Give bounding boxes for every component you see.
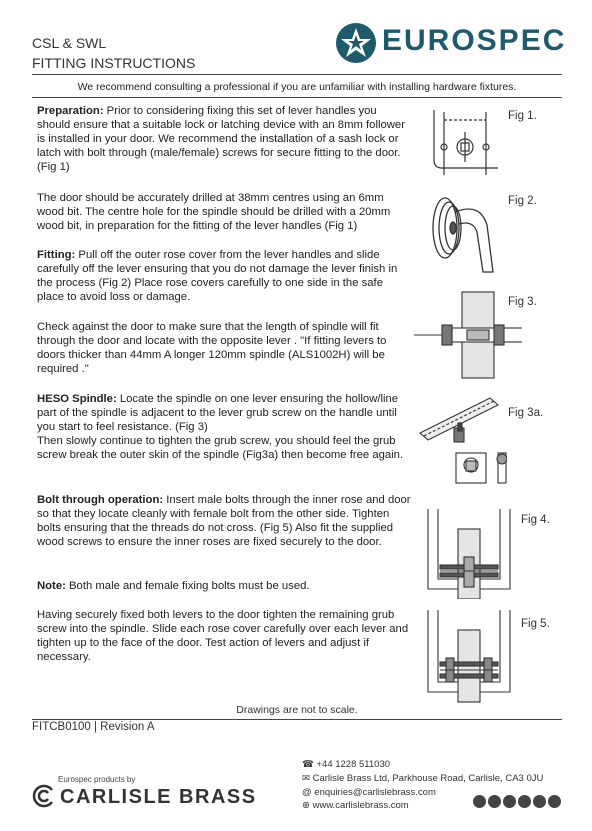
address-icon: ✉ — [302, 773, 310, 784]
carlisle-brass-name: CARLISLE BRASS — [60, 786, 257, 808]
fig5-drawing — [424, 608, 514, 703]
bolt-paragraph — [37, 493, 412, 549]
fitting-text: Pull off the outer rose cover from the lever handles and slide carefully off the lever ensuring that you do not damage the lever finish in the process (Fig 2) Place rose covers carefully to one side in the safe place to avoid loss or damage. — [37, 249, 398, 303]
note-paragraph — [37, 579, 412, 593]
document-code: FITCB0100 | Revision A — [32, 721, 155, 733]
phone-icon: ☎ — [302, 759, 314, 770]
fig4-drawing — [424, 507, 514, 599]
fig4-label: Fig 4. — [521, 514, 550, 526]
scale-note: Drawings are not to scale. — [236, 704, 358, 716]
pinterest-icon[interactable] — [533, 795, 546, 808]
fitting-paragraph — [37, 248, 412, 304]
check-paragraph: Check against the door to make sure that the length of spindle will fit through the door and locate with the opposite lever . "If fitting levers to doors thicker than 44mm A longer 120mm spindle (ALS1002H) will be required ." — [37, 321, 387, 375]
fig3a-label: Fig 3a. — [508, 407, 544, 419]
fig3-drawing — [412, 290, 522, 380]
fig1-label: Fig 1. — [508, 110, 537, 122]
instagram-icon[interactable] — [488, 795, 501, 808]
eurospec-star-logo — [335, 22, 377, 64]
facebook-icon[interactable] — [473, 795, 486, 808]
note-text: Both male and female fixing bolts must be used. — [65, 580, 310, 592]
final-paragraph: Having securely fixed both levers to the door tighten the remaining grub screw into the spindle. Slide each rose cover carefully over each lever and tighten up to the face of the door. Test action of levers and adjust if necessary. — [37, 609, 409, 663]
linkedin-icon[interactable] — [548, 795, 561, 808]
email-icon: @ — [302, 787, 312, 798]
fig3-label: Fig 3. — [508, 296, 537, 308]
youtube-icon[interactable] — [503, 795, 516, 808]
note-heading: Note: — [37, 580, 66, 592]
fig2-label: Fig 2. — [508, 195, 537, 207]
bolt-text: Insert male bolts through the inner rose and door so that they locate cleanly with female bolt from the other side. Tighten bolts ensuring that the threads do not cross. (Fig 5) Also fit the supplied wood screws to ensure the inner roses are fixed securely to the door. — [37, 494, 411, 548]
eurospec-brand-name: EUROSPEC — [382, 24, 567, 57]
footer-divider — [32, 719, 562, 720]
heso-heading: HESO Spindle: — [37, 393, 117, 405]
preparation-text: Prior to considering fixing this set of lever handles you should ensure that a suitable lock or latching device with an 8mm follower is installed in your door. We recommend the installation of a sash lock or latch with bolt through (male/female) screws for secure fitting to the door. (Fig 1) — [37, 105, 405, 173]
fig1-drawing — [424, 100, 504, 180]
twitter-icon[interactable] — [518, 795, 531, 808]
fig5-label: Fig 5. — [521, 618, 550, 630]
preparation-paragraph — [37, 104, 412, 174]
email-row — [302, 787, 436, 798]
intro-divider — [32, 97, 562, 98]
heso-paragraph — [37, 392, 412, 462]
website-icon: ⊕ — [302, 800, 310, 811]
fitting-heading: Fitting: — [37, 249, 76, 261]
email-text[interactable]: enquiries@carlislebrass.com — [314, 787, 436, 798]
website-text[interactable]: www.carlislebrass.com — [312, 800, 409, 811]
heso-text: Locate the spindle on one lever ensuring the hollow/line part of the spindle is adjacent to the lever grub screw on the handle until you start to feel resistance. (Fig 3) — [37, 393, 399, 433]
heso-text-continued: Then slowly continue to tighten the grub screw, you should feel the grub screw break the outer skin of the spindle (Fig3a) then become free again. — [37, 435, 404, 461]
website-row — [302, 800, 409, 811]
preparation-heading: Preparation: — [37, 105, 104, 117]
products-by-text: Eurospec products by — [58, 775, 136, 784]
phone-row — [302, 759, 390, 770]
document-title-line1: CSL & SWL — [32, 35, 107, 51]
fig3a-drawing — [412, 393, 507, 488]
drilling-paragraph: The door should be accurately drilled at 38mm centres using an 6mm wood bit. The centre hole for the spindle should be drilled with a 20mm wood bit, in preparation for the fitting of the lever handles (Fig 1) — [37, 192, 391, 232]
address-row — [302, 773, 543, 784]
bolt-heading: Bolt through operation: — [37, 494, 164, 506]
social-icons — [473, 795, 563, 813]
document-title-line2: FITTING INSTRUCTIONS — [32, 55, 196, 71]
carlisle-brass-logo-icon — [32, 784, 56, 808]
fig2-drawing — [425, 190, 510, 275]
header-divider — [32, 74, 562, 75]
address-text: Carlisle Brass Ltd, Parkhouse Road, Carlisle, CA3 0JU — [312, 773, 544, 784]
phone-text: +44 1228 511030 — [316, 759, 391, 770]
intro-note: We recommend consulting a professional if you are unfamiliar with installing hardware fixtures. — [77, 81, 517, 93]
